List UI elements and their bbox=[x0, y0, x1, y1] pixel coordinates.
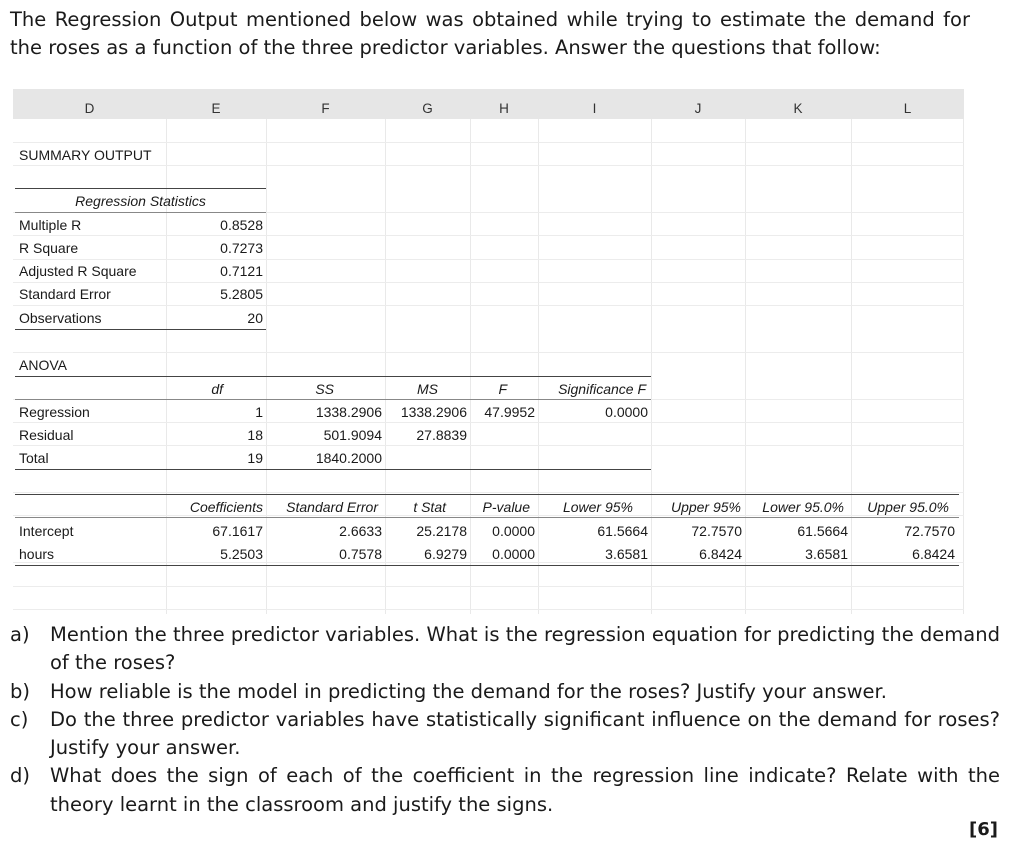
marks-label: [6] bbox=[969, 819, 998, 840]
column-header-g: G bbox=[422, 101, 433, 116]
anova-row-label: Regression bbox=[19, 404, 90, 420]
anova-header-ss: SS bbox=[315, 381, 334, 397]
column-header-k: K bbox=[793, 101, 803, 116]
gridline bbox=[13, 165, 964, 166]
coef-value: 61.5664 bbox=[797, 523, 848, 539]
question-text: Mention the three predictor variables. What is the regression equation for predicting the demand of the roses? bbox=[50, 623, 1000, 675]
stat-label: R Square bbox=[19, 240, 79, 256]
gridline bbox=[963, 119, 964, 614]
coef-value: 0.0000 bbox=[492, 523, 535, 539]
coef-header-upper-95-0: Upper 95.0% bbox=[867, 499, 949, 515]
gridline bbox=[13, 352, 964, 353]
question-b bbox=[10, 678, 1000, 706]
question-text: How reliable is the model in predicting the demand for the roses? Justify your answer. bbox=[50, 679, 887, 703]
anova-ss: 501.9094 bbox=[323, 427, 382, 443]
coef-value: 3.6581 bbox=[805, 546, 848, 562]
gridline bbox=[13, 609, 964, 610]
table-rule bbox=[15, 565, 959, 566]
question-list bbox=[10, 621, 1000, 819]
stat-label: Multiple R bbox=[19, 217, 82, 233]
question-label: d) bbox=[10, 764, 30, 788]
coef-value: 72.7570 bbox=[691, 523, 742, 539]
anova-ss: 1840.2000 bbox=[315, 450, 382, 466]
question-c bbox=[10, 706, 1000, 763]
column-header-d: D bbox=[84, 101, 95, 116]
coef-value: 72.7570 bbox=[904, 523, 955, 539]
anova-title: ANOVA bbox=[19, 357, 67, 373]
question-label: a) bbox=[10, 623, 30, 646]
coef-value: 25.2178 bbox=[416, 523, 467, 539]
coef-value: 2.6633 bbox=[339, 523, 382, 539]
summary-output-title: SUMMARY OUTPUT bbox=[19, 147, 152, 163]
anova-header-significance-f: Significance F bbox=[558, 381, 646, 397]
anova-df: 18 bbox=[247, 427, 263, 443]
anova-header-df: df bbox=[211, 381, 223, 397]
coef-value: 6.8424 bbox=[912, 546, 955, 562]
gridline bbox=[13, 492, 964, 493]
stat-label: Observations bbox=[19, 310, 102, 326]
column-header-h: H bbox=[499, 101, 509, 116]
column-header-l: L bbox=[903, 101, 912, 116]
question-d bbox=[10, 762, 1000, 819]
coef-value: 61.5664 bbox=[597, 523, 648, 539]
stat-label: Adjusted R Square bbox=[19, 263, 137, 279]
table-rule bbox=[15, 399, 651, 400]
coef-header-upper-95: Upper 95% bbox=[670, 499, 741, 515]
stat-value: 0.7273 bbox=[220, 240, 263, 256]
question-label: b) bbox=[10, 679, 30, 703]
coef-header-standard-error: Standard Error bbox=[286, 499, 378, 515]
table-rule bbox=[15, 469, 651, 470]
anova-header-f: F bbox=[498, 381, 507, 397]
question-text: Do the three predictor variables have statistically significant influence on the demand for roses? Justify your answer. bbox=[50, 707, 1000, 760]
coef-value: 6.8424 bbox=[699, 546, 742, 562]
anova-significance-f: 0.0000 bbox=[605, 404, 648, 420]
anova-row-label: Residual bbox=[19, 427, 74, 443]
gridline bbox=[13, 259, 964, 260]
gridline bbox=[13, 445, 964, 446]
coef-row-label: hours bbox=[19, 546, 55, 562]
table-rule bbox=[15, 212, 266, 213]
gridline bbox=[13, 282, 964, 283]
table-rule bbox=[15, 517, 959, 518]
anova-df: 1 bbox=[255, 404, 263, 420]
coef-header-coefficients: Coefficients bbox=[189, 499, 263, 515]
gridline bbox=[13, 305, 964, 306]
coef-value: 6.9279 bbox=[424, 546, 467, 562]
coef-header-lower-95-0: Lower 95.0% bbox=[762, 499, 844, 515]
coef-header-t-stat: t Stat bbox=[413, 499, 446, 515]
regression-spreadsheet bbox=[13, 89, 964, 614]
anova-ms: 27.8839 bbox=[416, 427, 467, 443]
question-label: c) bbox=[10, 707, 29, 731]
coef-header-p-value: P-value bbox=[482, 499, 530, 515]
gridline bbox=[13, 142, 964, 143]
table-rule bbox=[15, 494, 959, 495]
anova-ss: 1338.2906 bbox=[315, 404, 382, 420]
question-text: What does the sign of each of the coefficient in the regression line indicate? Relate with the theory learnt in the classroom and justify the signs. bbox=[50, 764, 1000, 816]
intro-paragraph: The Regression Output mentioned below was obtained while trying to estimate the demand for the roses as a function of the three predictor variables. Answer the questions that follow: bbox=[10, 8, 970, 59]
stat-value: 5.2805 bbox=[220, 286, 263, 302]
stat-value: 0.7121 bbox=[220, 263, 263, 279]
anova-f: 47.9952 bbox=[484, 404, 535, 420]
coef-row-label: Intercept bbox=[19, 523, 74, 539]
coef-value: 0.7578 bbox=[339, 546, 382, 562]
column-header-e: E bbox=[211, 101, 221, 116]
coef-value: 0.0000 bbox=[492, 546, 535, 562]
anova-df: 19 bbox=[247, 450, 263, 466]
column-header-j: J bbox=[694, 101, 702, 116]
coef-value: 3.6581 bbox=[605, 546, 648, 562]
gridline bbox=[13, 586, 964, 587]
table-rule bbox=[15, 188, 266, 189]
table-rule bbox=[15, 329, 266, 330]
coef-value: 67.1617 bbox=[212, 523, 263, 539]
coef-value: 5.2503 bbox=[220, 546, 263, 562]
gridline bbox=[13, 235, 964, 236]
anova-header-ms: MS bbox=[417, 381, 438, 397]
column-header-i: I bbox=[592, 101, 597, 116]
anova-row-label: Total bbox=[19, 450, 49, 466]
anova-ms: 1338.2906 bbox=[400, 404, 467, 420]
stat-value: 20 bbox=[247, 310, 263, 326]
regression-statistics-title: Regression Statistics bbox=[75, 193, 206, 209]
question-a bbox=[10, 621, 1000, 678]
coef-header-lower-95: Lower 95% bbox=[562, 499, 633, 515]
stat-value: 0.8528 bbox=[220, 217, 263, 233]
column-header-f: F bbox=[321, 101, 330, 116]
table-rule bbox=[15, 376, 651, 377]
stat-label: Standard Error bbox=[19, 286, 111, 302]
